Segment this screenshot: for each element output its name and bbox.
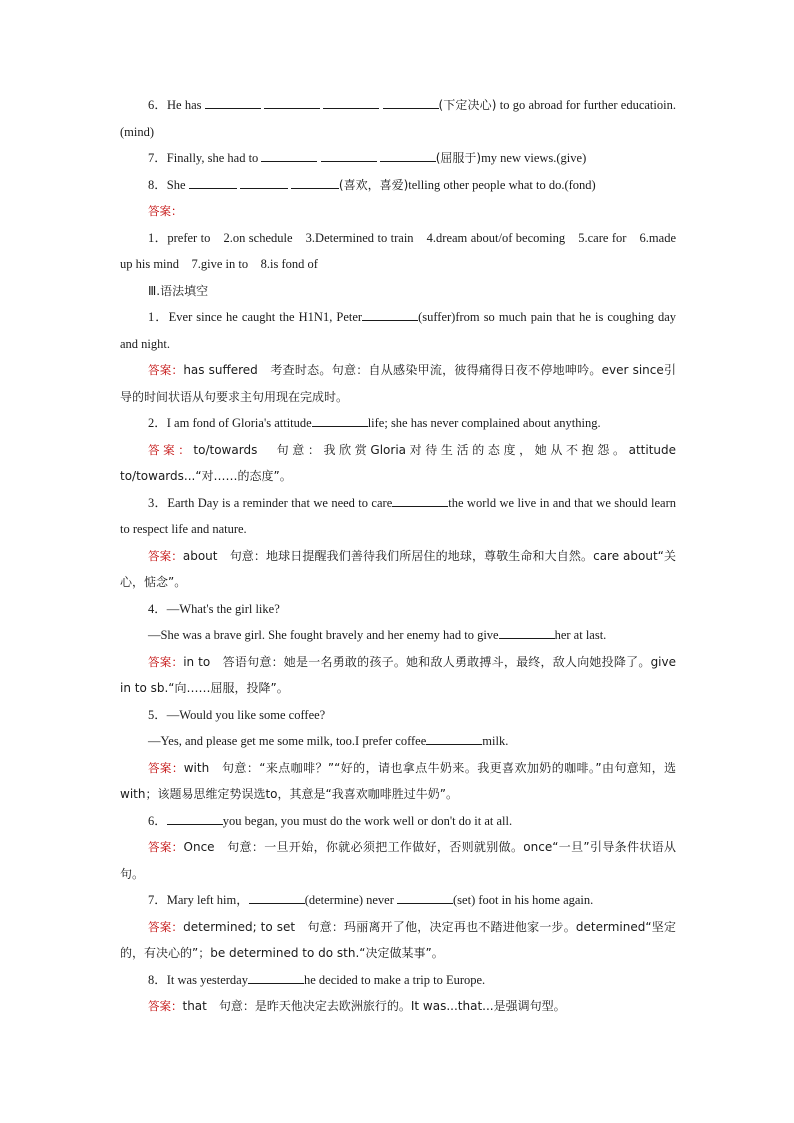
grammar-item-2: 2．I am fond of Gloria's attitude life; she has never complained about anything. — [120, 410, 676, 437]
answer-blank[interactable] — [205, 95, 261, 109]
grammar-answer-2: 答案：to/towards 句意：我欣赏Gloria对待生活的态度，她从不抱怨。attitude to/towards...“对……的态度”。 — [120, 442, 677, 483]
answer-blank[interactable] — [312, 413, 368, 427]
answer-blank[interactable] — [291, 175, 339, 189]
answer-blank[interactable] — [362, 307, 418, 321]
vocab-item-7: 7．Finally, she had to (屈服于)my new views.(give) — [120, 145, 676, 172]
grammar-item-4: —She was a brave girl. She fought bravely and her enemy had to give her at last. — [120, 622, 676, 649]
section-title: Ⅲ.语法填空 — [148, 283, 209, 298]
answer-blank[interactable] — [189, 175, 237, 189]
answer-blank[interactable] — [248, 970, 304, 984]
answer-blank[interactable] — [240, 175, 288, 189]
answer-blank[interactable] — [249, 890, 305, 904]
answer-blank[interactable] — [426, 731, 482, 745]
grammar-item-5: —Yes, and please get me some milk, too.I prefer coffee milk. — [120, 728, 676, 755]
vocab-item-6: 6．He has (下定决心) to go abroad for further educatioin.(mind) — [120, 92, 676, 145]
grammar-item-6: 6． you began, you must do the work well or don't do it at all. — [120, 808, 676, 835]
answer-label: 答案： — [148, 204, 183, 218]
grammar-item-8: 8．It was yesterday he decided to make a trip to Europe. — [120, 967, 676, 994]
grammar-item-7: 7．Mary left him， (determine) never (set) foot in his home again. — [120, 887, 676, 914]
answer-blank[interactable] — [167, 811, 223, 825]
vocab-item-8: 8．She (喜欢，喜爱)telling other people what to do.(fond) — [120, 172, 676, 199]
grammar-item-3: 3．Earth Day is a reminder that we need to care the world we live in and that we should learn to respect life and nature. — [120, 490, 676, 543]
grammar-item-5-question: 5．—Would you like some coffee? — [148, 707, 326, 722]
grammar-item-1: 1．Ever since he caught the H1N1, Peter (suffer)from so much pain that he is coughing day and night. — [120, 304, 676, 357]
grammar-answer-6: 答案：Once 句意：一旦开始，你就必须把工作做好，否则就别做。once“一旦”引导条件状语从句。 — [120, 840, 676, 881]
answer-blank[interactable] — [499, 625, 555, 639]
vocab-answers: 1．prefer to 2.on schedule 3.Determined to train 4.dream about/of becoming 5.care for 6.made up his mind 7.give in to 8.is fond of — [120, 230, 676, 271]
answer-blank[interactable] — [321, 148, 377, 162]
answer-blank[interactable] — [383, 95, 439, 109]
grammar-answer-4: 答案：in to 答语句意：她是一名勇敢的孩子。她和敌人勇敢搏斗，最终，敌人向她投降了。give in to sb.“向……屈服，投降”。 — [120, 654, 677, 695]
answer-blank[interactable] — [261, 148, 317, 162]
grammar-answer-7: 答案：determined; to set 句意：玛丽离开了他，决定再也不踏进他家一步。determined“坚定的，有决心的”；be determined to do sth.“决定做某事”。 — [120, 919, 676, 960]
answer-blank[interactable] — [380, 148, 436, 162]
worksheet-page — [120, 92, 676, 1020]
grammar-answer-1: 答案：has suffered 考查时态。句意：自从感染甲流，彼得痛得日夜不停地呻吟。ever since引导的时间状语从句要求主句用现在完成时。 — [120, 363, 677, 404]
grammar-answer-8: 答案：that 句意：是昨天他决定去欧洲旅行的。It was...that...是强调句型。 — [148, 999, 566, 1013]
grammar-item-4-question: 4．—What's the girl like? — [148, 601, 280, 616]
answer-blank[interactable] — [264, 95, 320, 109]
answer-blank[interactable] — [323, 95, 379, 109]
answer-blank[interactable] — [392, 493, 448, 507]
answer-blank[interactable] — [397, 890, 453, 904]
grammar-answer-3: 答案：about 句意：地球日提醒我们善待我们所居住的地球，尊敬生命和大自然。care about“关心，惦念”。 — [120, 548, 676, 589]
grammar-answer-5: 答案：with 句意：“来点咖啡？”“好的，请也拿点牛奶来。我更喜欢加奶的咖啡。”由句意知，选with；该题易思维定势误选to，其意是“我喜欢咖啡胜过牛奶”。 — [120, 760, 676, 801]
